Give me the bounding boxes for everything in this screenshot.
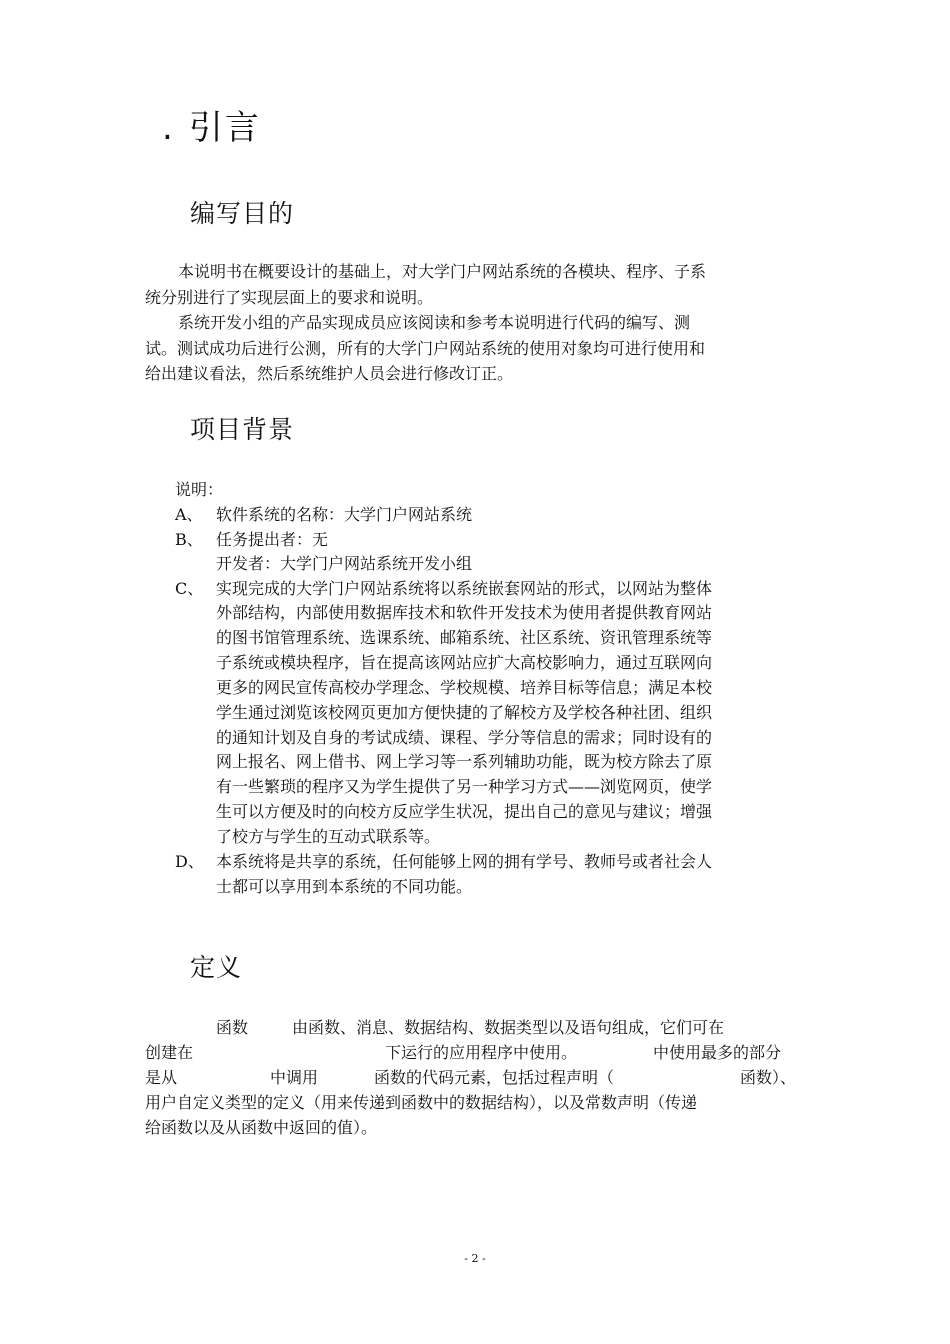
definition-fragment: 函数的代码元素，包括过程声明（	[374, 1068, 615, 1087]
definition-fragment: 函数	[216, 1018, 249, 1037]
list-marker-d: D、	[175, 852, 204, 871]
list-marker-a: A、	[175, 505, 203, 524]
item-a-line-1: 软件系统的名称：大学门户网站系统	[216, 505, 473, 524]
list-marker-c: C、	[175, 579, 204, 598]
item-c-line-9: 有一些繁琐的程序又为学生提供了另一种学习方式——浏览网页，使学	[216, 777, 713, 796]
purpose-line-3: 系统开发小组的产品实现成员应该阅读和参考本说明进行代码的编写、测	[178, 313, 691, 332]
definition-fragment: 下运行的应用程序中使用。	[385, 1043, 578, 1062]
item-c-line-8: 网上报名、网上借书、网上学习等一系列辅助功能，既为校方除去了原	[216, 752, 713, 771]
definition-fragment: 中使用最多的部分	[653, 1043, 782, 1062]
definition-fragment: 由函数、消息、数据结构、数据类型以及语句组成，它们可在	[292, 1018, 725, 1037]
definition-fragment: 是从	[145, 1068, 178, 1087]
item-d-line-1: 本系统将是共享的系统，任何能够上网的拥有学号、教师号或者社会人	[216, 852, 713, 871]
definition-fragment: 创建在	[145, 1043, 194, 1062]
item-c-line-5: 更多的网民宣传高校办学理念、学校规模、培养目标等信息；满足本校	[216, 678, 713, 697]
item-c-line-3: 的图书馆管理系统、选课系统、邮箱系统、社区系统、资讯管理系统等	[216, 628, 713, 647]
definition-fragment: 中调用	[270, 1068, 319, 1087]
chapter-number: .	[162, 108, 175, 148]
item-c-line-6: 学生通过浏览该校网页更加方便快捷的了解校方及学校各种社团、组织	[216, 703, 713, 722]
item-c-line-7: 的通知计划及自身的考试成绩、课程、学分等信息的需求；同时设有的	[216, 728, 713, 747]
purpose-line-2: 统分别进行了实现层面上的要求和说明。	[145, 288, 434, 307]
background-intro: 说明：	[175, 480, 224, 499]
section-heading-background: 项目背景	[190, 415, 295, 444]
page-number: - 2 -	[464, 1252, 486, 1265]
purpose-line-4: 试。测试成功后进行公测，所有的大学门户网站系统的使用对象均可进行使用和	[145, 339, 706, 358]
section-heading-purpose: 编写目的	[190, 199, 295, 228]
item-c-line-1: 实现完成的大学门户网站系统将以系统嵌套网站的形式，以网站为整体	[216, 579, 713, 598]
item-b-line-1: 任务提出者：无	[216, 530, 329, 549]
item-c-line-10: 生可以方便及时的向校方反应学生状况，提出自己的意见与建议；增强	[216, 802, 713, 821]
definition-fragment: 函数）、	[740, 1068, 797, 1087]
definition-line-4: 用户自定义类型的定义（用来传递到函数中的数据结构），以及常数声明（传递	[145, 1093, 698, 1112]
purpose-line-5: 给出建议看法，然后系统维护人员会进行修改订正。	[145, 364, 514, 383]
item-d-line-2: 士都可以享用到本系统的不同功能。	[216, 877, 473, 896]
definition-line-5: 给函数以及从函数中返回的值）。	[145, 1118, 378, 1137]
purpose-line-1: 本说明书在概要设计的基础上，对大学门户网站系统的各模块、程序、子系	[178, 262, 707, 281]
list-marker-b: B、	[175, 530, 203, 549]
item-c-line-2: 外部结构，内部使用数据库技术和软件开发技术为使用者提供教育网站	[216, 603, 713, 622]
item-c-line-4: 子系统或模块程序，旨在提高该网站应扩大高校影响力，通过互联网向	[216, 653, 713, 672]
item-b-line-2: 开发者：大学门户网站系统开发小组	[216, 554, 473, 573]
chapter-heading	[162, 100, 261, 149]
chapter-title: 引言	[188, 108, 261, 148]
item-c-line-11: 了校方与学生的互动式联系等。	[216, 827, 441, 846]
section-heading-definition: 定义	[190, 953, 243, 982]
